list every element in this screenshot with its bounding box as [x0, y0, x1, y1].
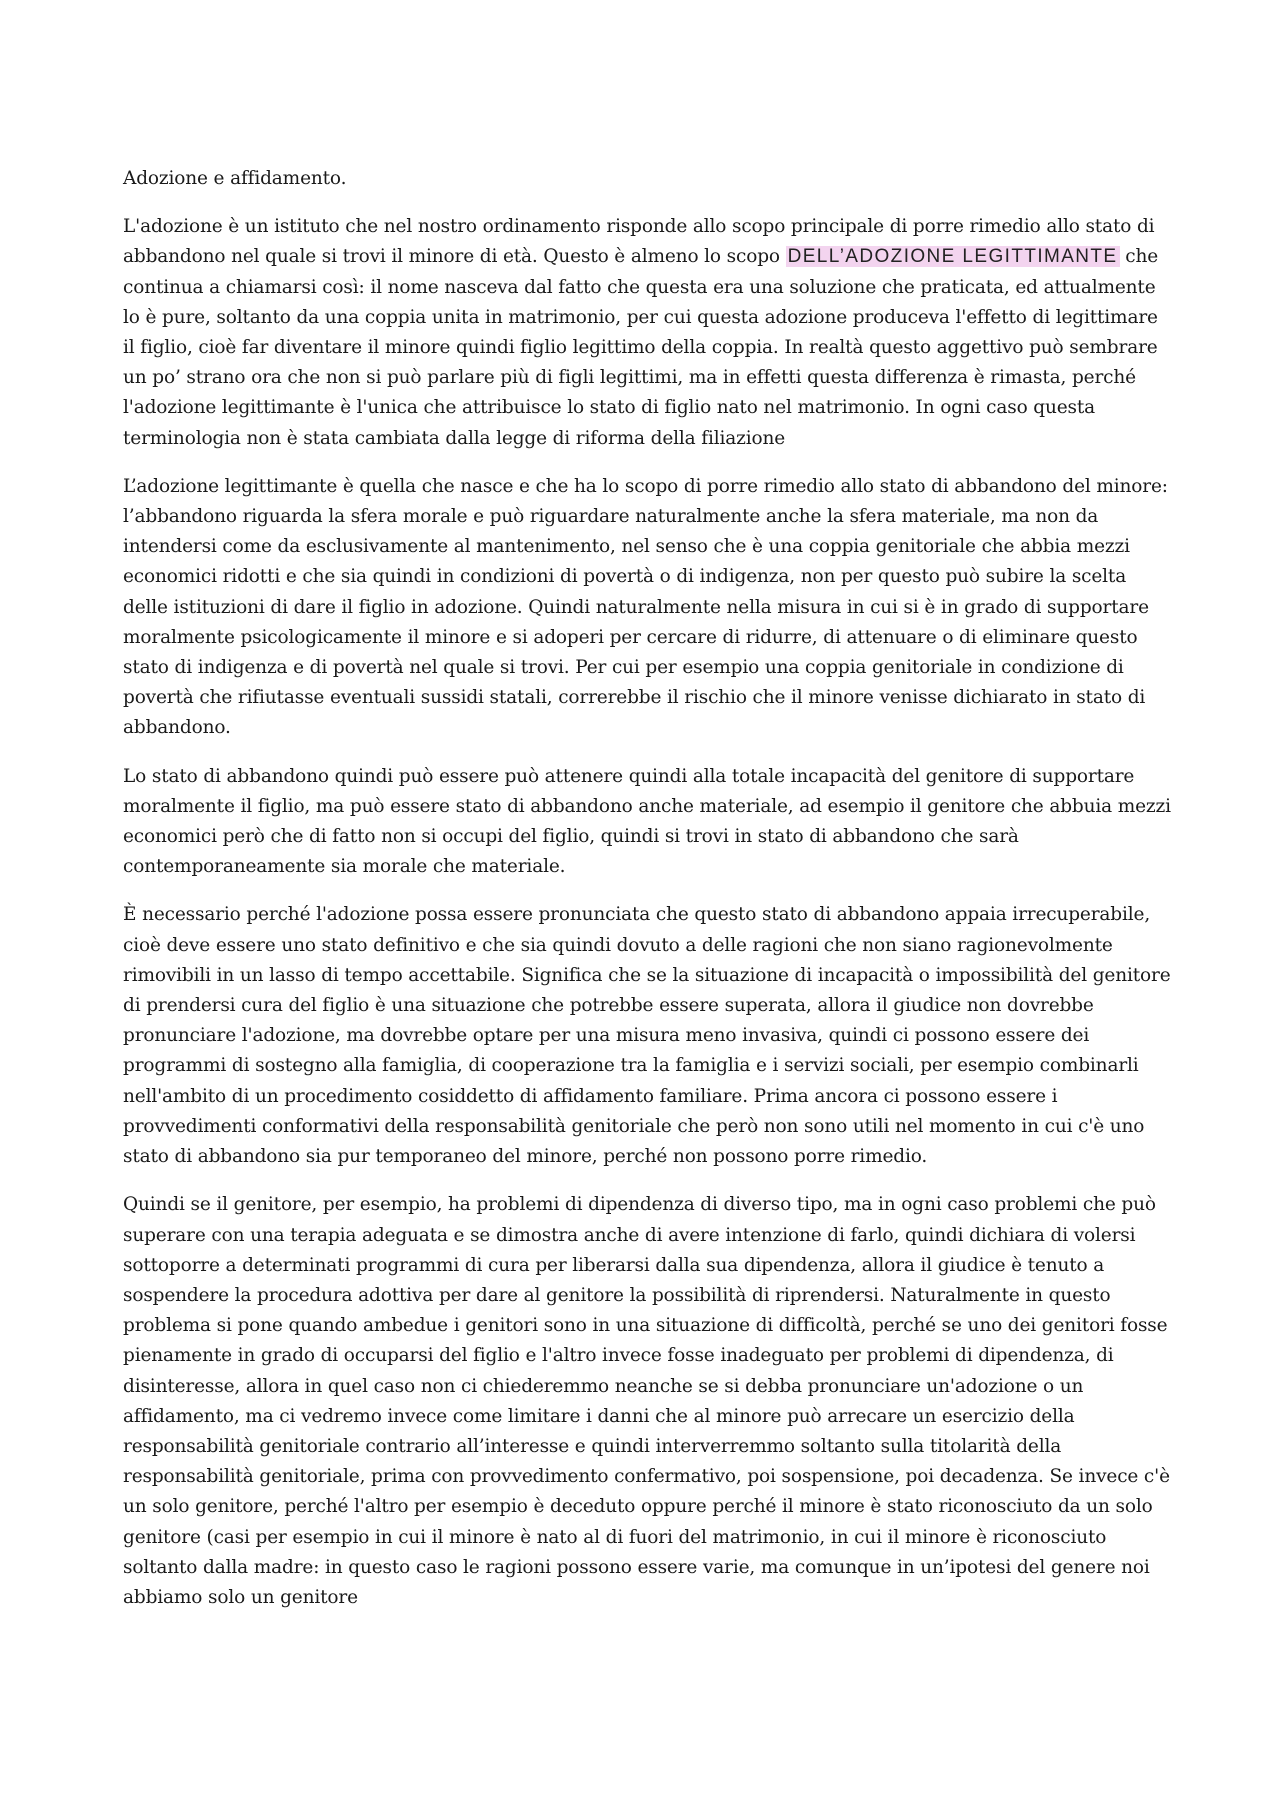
paragraph-3: Lo stato di abbandono quindi può essere può attenere quindi alla totale incapacità del genitore di supportare moralmente il figlio, ma può essere stato di abbandono anche materiale, ad esempio il genitore che abbuia mezzi economici però che di fatto non si occupi del figlio, quindi si trovi in stato di abbandono che sarà contemporaneamente sia morale che materiale.: [123, 765, 1171, 878]
document-body: [123, 164, 1175, 1631]
paragraph-1-text-start: L'adozione è un istituto che nel nostro ordinamento risponde allo scopo principale di porre rimedio allo stato di abbandono nel quale si trovi il minore di età. Questo è almeno lo scopo: [123, 216, 1155, 268]
highlighted-term: DELL’ADOZIONE LEGITTIMANTE: [787, 246, 1118, 268]
paragraph-1: [123, 212, 1175, 454]
paragraph-4: È necessario perché l'adozione possa essere pronunciata che questo stato di abbandono appaia irrecuperabile, cioè deve essere uno stato definitivo e che sia quindi dovuto a delle ragioni che non siano ragionevolmente rimovibili in un lasso di tempo accettabile. Significa che se la situazione di incapacità o impossibilità del genitore di prendersi cura del figlio è una situazione che potrebbe essere superata, allora il giudice non dovrebbe pronunciare l'adozione, ma dovrebbe optare per una misura meno invasiva, quindi ci possono essere dei programmi di sostegno alla famiglia, di cooperazione tra la famiglia e i servizi sociali, per esempio combinarli nell'ambito di un procedimento cosiddetto di affidamento familiare. Prima ancora ci possono essere i provvedimenti conformativi della responsabilità genitoriale che però non sono utili nel momento in cui c'è uno stato di abbandono sia pur temporaneo del minore, perché non possono porre rimedio.: [123, 904, 1171, 1168]
paragraph-2: L’adozione legittimante è quella che nasce e che ha lo scopo di porre rimedio allo stato di abbandono del minore: l’abbandono riguarda la sfera morale e può riguardare naturalmente anche la sfera materiale, ma non da intendersi come da esclusivamente al mantenimento, nel senso che è una coppia genitoriale che abbia mezzi economici ridotti e che sia quindi in condizioni di povertà o di indigenza, non per questo può subire la scelta delle istituzioni di dare il figlio in adozione. Quindi naturalmente nella misura in cui si è in grado di supportare moralmente psicologicamente il minore e si adoperi per cercare di ridurre, di attenuare o di eliminare questo stato di indigenza e di povertà nel quale si trovi. Per cui per esempio una coppia genitoriale in condizione di povertà che rifiutasse eventuali sussidi statali, correrebbe il rischio che il minore venisse dichiarato in stato di abbandono.: [123, 475, 1168, 739]
paragraph-1-text-end: che continua a chiamarsi così: il nome nasceva dal fatto che questa era una soluzione che praticata, ed attualmente lo è pure, soltanto da una coppia unita in matrimonio, per cui questa adozione produceva l'effetto di legittimare il figlio, cioè far diventare il minore quindi figlio legittimo della coppia. In realtà questo aggettivo può sembrare un po’ strano ora che non si può parlare più di figli legittimi, ma in effetti questa differenza è rimasta, perché l'adozione legittimante è l'unica che attribuisce lo stato di figlio nato nel matrimonio. In ogni caso questa terminologia non è stata cambiata dalla legge di riforma della filiazione: [123, 246, 1159, 449]
paragraph-5: Quindi se il genitore, per esempio, ha problemi di dipendenza di diverso tipo, ma in ogni caso problemi che può superare con una terapia adeguata e se dimostra anche di avere intenzione di farlo, quindi dichiara di volersi sottoporre a determinati programmi di cura per liberarsi dalla sua dipendenza, allora il giudice è tenuto a sospendere la procedura adottiva per dare al genitore la possibilità di riprendersi. Naturalmente in questo problema si pone quando ambedue i genitori sono in una situazione di difficoltà, perché se uno dei genitori fosse pienamente in grado di occuparsi del figlio e l'altro invece fosse inadeguato per problemi di dipendenza, di disinteresse, allora in quel caso non ci chiederemmo neanche se si debba pronunciare un'adozione o un affidamento, ma ci vedremo invece come limitare i danni che al minore può arrecare un esercizio della responsabilità genitoriale contrario all’interesse e quindi interverremmo soltanto sulla titolarità della responsabilità genitoriale, prima con provvedimento confermativo, poi sospensione, poi decadenza. Se invece c'è un solo genitore, perché l'altro per esempio è deceduto oppure perché il minore è stato riconosciuto da un solo genitore (casi per esempio in cui il minore è nato al di fuori del matrimonio, in cui il minore è riconosciuto soltanto dalla madre: in questo caso le ragioni possono essere varie, ma comunque in un’ipotesi del genere noi abbiamo solo un genitore: [123, 1194, 1170, 1608]
document-title: Adozione e affidamento.: [123, 168, 347, 189]
